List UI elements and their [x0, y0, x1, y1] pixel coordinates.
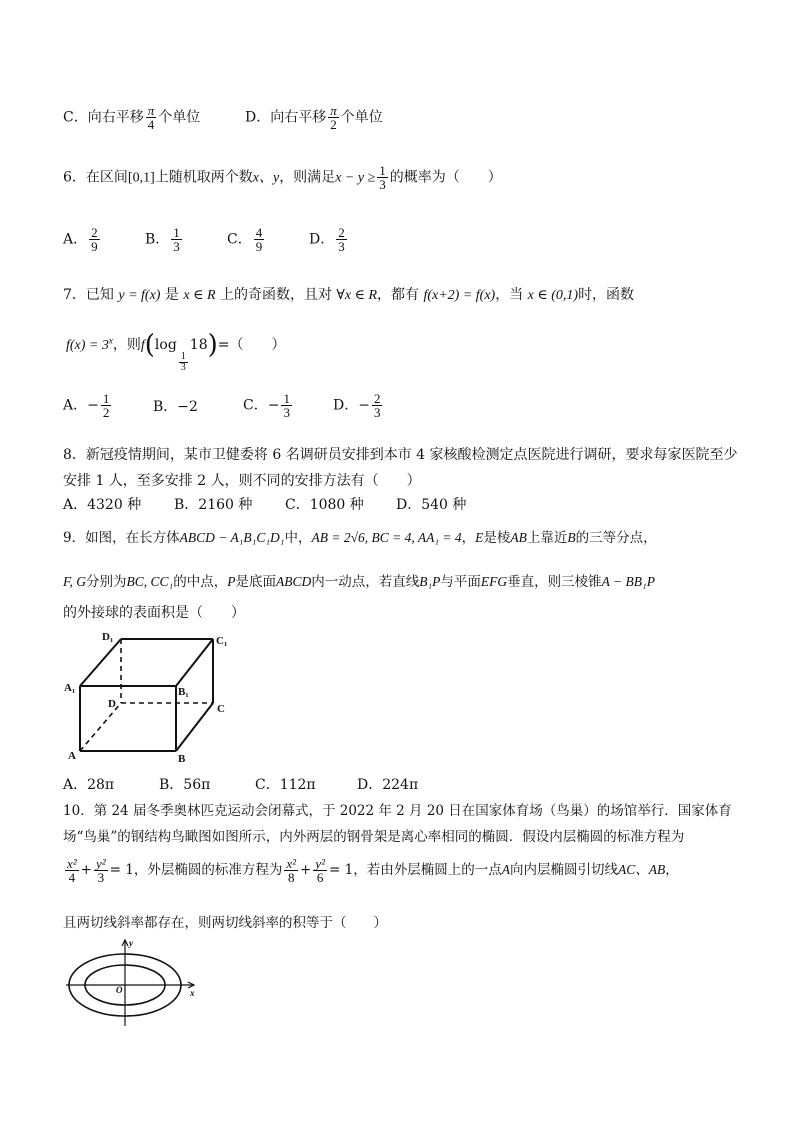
edge-b1c1 [176, 639, 213, 686]
q8-options [63, 494, 466, 514]
label-b: B [178, 753, 186, 765]
label-origin: O [116, 985, 123, 995]
q10-stem-line4: 且两切线斜率都存在，则两切线斜率的积等于（ ） [63, 915, 387, 931]
q9-option-d: D．224π [357, 777, 419, 793]
label-d: D [108, 698, 116, 710]
q10-eq1-term2: $\frac{\text{y²}}{3}$ [95, 856, 106, 885]
q5-option-c: C．向右平移 $\frac{\pi}{4}$ 个单位 [63, 103, 201, 132]
label-y: y [129, 938, 133, 948]
q9-option-c: C．112π [255, 777, 316, 793]
q10-stem-line2: 场“鸟巢”的钢结构鸟瞰图如图所示，内外两层的钢骨架是离心率相同的椭圆．假设内层椭圆的标准方程为 [63, 829, 685, 845]
q7-stem-line2: $f(x) = 3^x$，则f(log $\frac{1}{3}$ 18)=（ ） [66, 330, 286, 373]
q7-option-b: B．−2 [153, 398, 198, 415]
q6-option-c: C． $\frac{4}{9}$ [227, 225, 263, 254]
q9-option-b: B．56π [159, 777, 211, 793]
q5-d-fraction: $\frac{\pi}{2}$ [330, 103, 337, 132]
q10-stem-line1: 10．第 24 届冬季奥林匹克运动会闭幕式，于 2022 年 2 月 20 日在国家体育场（鸟巢）的场馆举行．国家体育 [63, 803, 732, 819]
q5-option-d: D．向右平移 $\frac{\pi}{2}$ 个单位 [245, 103, 383, 132]
q10-stem-line3: $\frac{\text{x²}}{4}$ + $\frac{\text{y²}}{3}$ = 1，外层椭圆的标准方程为 $\frac{\text{x²}}{8}$ + $\frac{\text{y²}}{6}$ = 1，若由外层椭圆上的一点A向内层椭圆引切线AC、AB， [67, 856, 679, 885]
ellipse-figure [62, 936, 212, 1031]
q6-stem-fraction: $\frac{1}{3}$ [379, 163, 386, 192]
q9-option-a: A．28π [63, 777, 115, 793]
q6-option-b: B． $\frac{1}{3}$ [145, 225, 180, 254]
label-x: x [190, 988, 195, 998]
q10-eq2-term1: $\frac{\text{x²}}{8}$ [286, 856, 297, 885]
cuboid-figure [60, 628, 240, 768]
q9-options [63, 774, 418, 794]
q7-stem-line1: 7．已知 y = f(x) 是 x ∈ R 上的奇函数，且对 ∀x ∈ R，都有 f(x+2) = f(x)，当 x ∈ (0,1)时，函数 [63, 287, 635, 303]
q5-c-fraction: $\frac{\pi}{4}$ [147, 103, 155, 132]
q7-option-c: C．− $\frac{1}{3}$ [243, 391, 290, 420]
q8-option-c: C．1080 种 [285, 497, 364, 513]
edge-ad-hidden [80, 703, 121, 751]
label-b1: B₁ [178, 686, 189, 698]
label-d1: D₁ [102, 631, 114, 643]
q10-eq2-term2: $\frac{\text{y²}}{6}$ [315, 856, 326, 885]
q10-eq1-term1: $\frac{\text{x²}}{4}$ [67, 856, 77, 885]
label-c: C [217, 703, 225, 715]
q9-stem-line2: F, G分别为BC, CC₁的中点，P是底面ABCD内一动点，若直线B₁P与平面EFG垂直，则三棱锥A − BB₁P [63, 574, 655, 590]
edge-bc [176, 703, 213, 751]
q8-stem-line2: 安排 1 人，至多安排 2 人，则不同的安排方法有（ ） [63, 473, 421, 489]
q8-option-a: A．4320 种 [63, 497, 142, 513]
q9-stem-line3: 的外接球的表面积是（ ） [63, 605, 245, 621]
q8-option-b: B．2160 种 [174, 497, 253, 513]
label-a1: A₁ [64, 682, 76, 694]
q8-option-d: D．540 种 [396, 497, 467, 513]
q8-stem-line1: 8．新冠疫情期间，某市卫健委将 6 名调研员安排到本市 4 家核酸检测定点医院进行调研，要求每家医院至少 [63, 447, 738, 463]
label-a: A [68, 750, 76, 762]
q6-option-d: D． $\frac{2}{3}$ [309, 225, 345, 254]
edge-a1d1 [80, 639, 121, 686]
q6-stem: 6．在区间[0,1]上随机取两个数x、y，则满足x − y ≥ $\frac{1}{3}$ 的概率为（ ） [63, 163, 502, 192]
q7-option-a: A．− $\frac{1}{2}$ [63, 391, 110, 420]
q6-options [63, 226, 349, 253]
q7-option-d: D．− $\frac{2}{3}$ [333, 391, 381, 420]
label-c1: C₁ [216, 635, 228, 647]
q9-stem-line1: 9．如图，在长方体ABCD − A₁B₁C₁D₁中，AB = 2√6, BC = 4, AA₁ = 4，E是棱AB上靠近B的三等分点， [63, 530, 657, 546]
q6-option-a: A． $\frac{2}{9}$ [63, 225, 98, 254]
q7-options [63, 392, 384, 419]
